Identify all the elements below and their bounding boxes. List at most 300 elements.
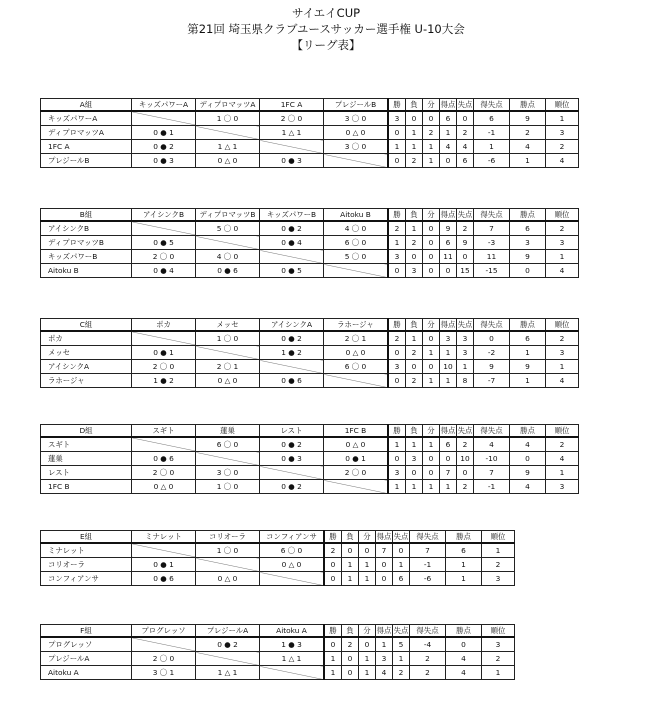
column-team-header: レスト bbox=[260, 425, 324, 438]
table-row bbox=[41, 666, 515, 680]
table-row bbox=[41, 250, 579, 264]
match-result: 2 〇 1 bbox=[196, 360, 260, 374]
stat-value: -15 bbox=[474, 264, 510, 278]
match-result: 5 〇 0 bbox=[324, 250, 389, 264]
row-team-name: 1FC A bbox=[41, 140, 132, 154]
stat-value: 2 bbox=[546, 140, 579, 154]
stat-value: 1 bbox=[510, 374, 546, 388]
stat-value: 0 bbox=[359, 543, 376, 558]
group-name: F組 bbox=[41, 625, 132, 638]
stat-value: 1 bbox=[482, 543, 515, 558]
stat-header: 得失点 bbox=[474, 99, 510, 112]
stat-value: 3 bbox=[440, 331, 457, 346]
match-result: 0 ● 3 bbox=[260, 452, 324, 466]
match-result: 1 ● 3 bbox=[260, 637, 325, 652]
stat-value: 1 bbox=[546, 466, 579, 480]
stat-value: 1 bbox=[546, 111, 579, 126]
match-result: 0 △ 0 bbox=[196, 374, 260, 388]
stat-value: 9 bbox=[510, 250, 546, 264]
column-team-header: キッズパワーA bbox=[132, 99, 196, 112]
stat-value: 1 bbox=[406, 331, 423, 346]
stat-header: 勝 bbox=[388, 209, 406, 222]
stat-header: 得失点 bbox=[474, 209, 510, 222]
stat-value: 3 bbox=[388, 111, 406, 126]
stat-header: 勝 bbox=[324, 625, 342, 638]
stat-value: 0 bbox=[423, 236, 440, 250]
stat-value: 1 bbox=[406, 480, 423, 494]
match-result: 0 ● 6 bbox=[132, 452, 196, 466]
table-row bbox=[41, 360, 579, 374]
match-result: 0 ● 1 bbox=[132, 346, 196, 360]
stat-value: 0 bbox=[406, 111, 423, 126]
stat-value: 1 bbox=[423, 480, 440, 494]
stat-value: 0 bbox=[423, 111, 440, 126]
match-result: 1 ● 2 bbox=[260, 346, 324, 360]
table-row bbox=[41, 637, 515, 652]
stat-value: 0 bbox=[474, 331, 510, 346]
self-match-cell bbox=[260, 250, 324, 264]
stat-value: 0 bbox=[423, 466, 440, 480]
stat-value: 0 bbox=[388, 154, 406, 168]
stat-value: 0 bbox=[388, 346, 406, 360]
match-result: 0 ● 4 bbox=[132, 264, 196, 278]
stat-value: 1 bbox=[446, 558, 482, 572]
match-result: 0 ● 1 bbox=[324, 452, 389, 466]
stat-value: 6 bbox=[457, 154, 474, 168]
league-table bbox=[40, 208, 579, 278]
table-header-row bbox=[41, 319, 579, 332]
stat-value: 4 bbox=[474, 437, 510, 452]
stat-value: 0 bbox=[423, 250, 440, 264]
stat-value: 1 bbox=[440, 126, 457, 140]
match-result: 0 ● 3 bbox=[132, 154, 196, 168]
stat-value: 0 bbox=[388, 374, 406, 388]
match-result: 2 〇 1 bbox=[324, 331, 389, 346]
match-result: 0 ● 2 bbox=[196, 637, 260, 652]
stat-value: 0 bbox=[388, 264, 406, 278]
stat-value: 0 bbox=[423, 221, 440, 236]
match-result: 1 △ 1 bbox=[196, 666, 260, 680]
stat-value: 7 bbox=[440, 466, 457, 480]
column-team-header: コリオーラ bbox=[196, 531, 260, 544]
stat-value: 3 bbox=[546, 346, 579, 360]
match-result: 0 ● 5 bbox=[260, 264, 324, 278]
match-result: 1 △ 1 bbox=[196, 140, 260, 154]
column-team-header: ミナレット bbox=[132, 531, 196, 544]
stat-value: 0 bbox=[359, 637, 376, 652]
column-team-header: 蓮巣 bbox=[196, 425, 260, 438]
stat-value: 2 bbox=[406, 374, 423, 388]
stat-value: 6 bbox=[510, 221, 546, 236]
stat-header: 得点 bbox=[440, 99, 457, 112]
match-result: 2 〇 0 bbox=[132, 466, 196, 480]
column-team-header: コンフィアンサ bbox=[260, 531, 325, 544]
table-header-row bbox=[41, 99, 579, 112]
match-result: 0 △ 0 bbox=[324, 126, 389, 140]
stat-header: 失点 bbox=[457, 209, 474, 222]
stat-value: 0 bbox=[440, 154, 457, 168]
row-team-name: ディプロマッツB bbox=[41, 236, 132, 250]
stat-value: 1 bbox=[457, 360, 474, 374]
stat-value: 0 bbox=[393, 543, 410, 558]
stat-value: 1 bbox=[359, 558, 376, 572]
stat-value: 6 bbox=[440, 437, 457, 452]
stat-value: 0 bbox=[342, 652, 359, 666]
stat-value: 9 bbox=[510, 111, 546, 126]
match-result: 3 〇 1 bbox=[132, 666, 196, 680]
stat-value: 1 bbox=[406, 437, 423, 452]
match-result: 1 〇 0 bbox=[196, 480, 260, 494]
stat-value: 3 bbox=[388, 250, 406, 264]
self-match-cell bbox=[132, 437, 196, 452]
stat-header: 勝 bbox=[388, 319, 406, 332]
self-match-cell bbox=[132, 111, 196, 126]
stat-value: 1 bbox=[406, 221, 423, 236]
stat-value: 1 bbox=[440, 480, 457, 494]
stat-header: 得点 bbox=[376, 531, 393, 544]
stat-value: 2 bbox=[457, 221, 474, 236]
stat-value: 2 bbox=[546, 331, 579, 346]
stat-value: 7 bbox=[410, 543, 446, 558]
stat-value: 6 bbox=[440, 236, 457, 250]
stat-value: 1 bbox=[510, 346, 546, 360]
stat-header: 得点 bbox=[440, 209, 457, 222]
stat-value: -3 bbox=[474, 236, 510, 250]
match-result: 0 ● 2 bbox=[260, 331, 324, 346]
stat-value: 0 bbox=[324, 572, 342, 586]
stat-value: 1 bbox=[440, 346, 457, 360]
row-team-name: コンフィアンサ bbox=[41, 572, 132, 586]
row-team-name: プログレッソ bbox=[41, 637, 132, 652]
stat-value: 9 bbox=[440, 221, 457, 236]
table-header-row bbox=[41, 625, 515, 638]
stat-value: 4 bbox=[510, 480, 546, 494]
stat-value: 1 bbox=[423, 154, 440, 168]
stat-header: 失点 bbox=[457, 99, 474, 112]
stat-header: 勝 bbox=[388, 425, 406, 438]
self-match-cell bbox=[260, 572, 325, 586]
match-result: 1 △ 1 bbox=[260, 652, 325, 666]
match-result: 4 〇 0 bbox=[324, 221, 389, 236]
stat-value: 3 bbox=[388, 360, 406, 374]
stat-value: 0 bbox=[406, 466, 423, 480]
stat-value: 2 bbox=[457, 437, 474, 452]
match-result: 0 △ 0 bbox=[132, 480, 196, 494]
stat-value: 1 bbox=[393, 652, 410, 666]
stat-value: 11 bbox=[440, 250, 457, 264]
stat-value: 0 bbox=[446, 637, 482, 652]
self-match-cell bbox=[324, 480, 389, 494]
table-row bbox=[41, 264, 579, 278]
column-team-header: ポカ bbox=[132, 319, 196, 332]
stat-value: 0 bbox=[376, 572, 393, 586]
stat-header: 得点 bbox=[440, 319, 457, 332]
row-team-name: メッセ bbox=[41, 346, 132, 360]
stat-value: 8 bbox=[457, 374, 474, 388]
stat-value: 4 bbox=[446, 666, 482, 680]
stat-value: 1 bbox=[359, 652, 376, 666]
stat-value: -1 bbox=[474, 480, 510, 494]
match-result: 6 〇 0 bbox=[324, 236, 389, 250]
stat-header: 得失点 bbox=[474, 425, 510, 438]
row-team-name: ディプロマッツA bbox=[41, 126, 132, 140]
match-result: 1 〇 0 bbox=[196, 111, 260, 126]
stat-header: 勝点 bbox=[446, 531, 482, 544]
self-match-cell bbox=[324, 154, 389, 168]
match-result: 6 〇 0 bbox=[324, 360, 389, 374]
table-row bbox=[41, 572, 515, 586]
stat-value: 0 bbox=[406, 250, 423, 264]
stat-value: 3 bbox=[457, 346, 474, 360]
stat-value: 7 bbox=[376, 543, 393, 558]
table-row bbox=[41, 236, 579, 250]
stat-header: 勝点 bbox=[510, 209, 546, 222]
row-team-name: レスト bbox=[41, 466, 132, 480]
stat-value: 4 bbox=[440, 140, 457, 154]
match-result: 6 〇 0 bbox=[196, 437, 260, 452]
row-team-name: キッズパワーB bbox=[41, 250, 132, 264]
row-team-name: スギト bbox=[41, 437, 132, 452]
group-name: B組 bbox=[41, 209, 132, 222]
match-result: 6 〇 0 bbox=[260, 543, 325, 558]
stat-value: 1 bbox=[446, 572, 482, 586]
stat-value: 2 bbox=[406, 236, 423, 250]
stat-value: 1 bbox=[546, 250, 579, 264]
stat-header: 勝点 bbox=[510, 319, 546, 332]
column-team-header: アイシンクB bbox=[132, 209, 196, 222]
column-team-header: Aitoku A bbox=[260, 625, 325, 638]
match-result: 0 △ 0 bbox=[324, 437, 389, 452]
stat-value: 2 bbox=[393, 666, 410, 680]
stat-value: 0 bbox=[342, 543, 359, 558]
row-team-name: アイシンクA bbox=[41, 360, 132, 374]
table-row bbox=[41, 437, 579, 452]
stat-value: 9 bbox=[510, 466, 546, 480]
stat-value: 11 bbox=[474, 250, 510, 264]
self-match-cell bbox=[196, 652, 260, 666]
stat-value: 2 bbox=[406, 346, 423, 360]
stat-value: -1 bbox=[474, 126, 510, 140]
column-team-header: スギト bbox=[132, 425, 196, 438]
stat-header: 勝 bbox=[324, 531, 342, 544]
column-team-header: キッズパワーB bbox=[260, 209, 324, 222]
stat-value: 2 bbox=[324, 543, 342, 558]
match-result: 1 〇 0 bbox=[196, 331, 260, 346]
table-row bbox=[41, 480, 579, 494]
match-result: 1 △ 1 bbox=[260, 126, 324, 140]
stat-value: 2 bbox=[546, 437, 579, 452]
stat-value: 0 bbox=[510, 264, 546, 278]
stat-value: 1 bbox=[474, 140, 510, 154]
stat-value: 0 bbox=[388, 452, 406, 466]
table-row bbox=[41, 652, 515, 666]
group-name: A組 bbox=[41, 99, 132, 112]
match-result: 3 〇 0 bbox=[324, 140, 389, 154]
group-name: E組 bbox=[41, 531, 132, 544]
stat-value: 4 bbox=[546, 264, 579, 278]
stat-value: 0 bbox=[457, 111, 474, 126]
stat-header: 分 bbox=[359, 625, 376, 638]
row-team-name: Aitoku B bbox=[41, 264, 132, 278]
stat-header: 負 bbox=[406, 209, 423, 222]
stat-value: -4 bbox=[410, 637, 446, 652]
stat-value: 1 bbox=[324, 652, 342, 666]
league-table bbox=[40, 424, 579, 494]
stat-value: 2 bbox=[406, 154, 423, 168]
match-result: 0 ● 2 bbox=[260, 437, 324, 452]
stat-value: 6 bbox=[393, 572, 410, 586]
stat-header: 得失点 bbox=[410, 625, 446, 638]
group-name: C組 bbox=[41, 319, 132, 332]
stat-header: 順位 bbox=[546, 209, 579, 222]
table-row bbox=[41, 452, 579, 466]
stat-value: 2 bbox=[457, 480, 474, 494]
stat-value: 2 bbox=[510, 126, 546, 140]
match-result: 0 ● 6 bbox=[132, 572, 196, 586]
stat-value: 6 bbox=[510, 331, 546, 346]
self-match-cell bbox=[324, 374, 389, 388]
stat-value: 3 bbox=[482, 637, 515, 652]
stat-header: 勝 bbox=[388, 99, 406, 112]
stat-value: -6 bbox=[474, 154, 510, 168]
stat-header: 分 bbox=[423, 209, 440, 222]
match-result: 0 △ 0 bbox=[324, 346, 389, 360]
row-team-name: ミナレット bbox=[41, 543, 132, 558]
match-result: 0 ● 5 bbox=[132, 236, 196, 250]
stat-value: 1 bbox=[359, 666, 376, 680]
stat-value: 6 bbox=[440, 111, 457, 126]
tournament-title: サイエイCUP bbox=[291, 6, 361, 20]
column-team-header: アイシンクA bbox=[260, 319, 324, 332]
self-match-cell bbox=[196, 452, 260, 466]
stat-header: 分 bbox=[423, 99, 440, 112]
match-result: 0 ● 1 bbox=[132, 558, 196, 572]
row-team-name: アイシンクB bbox=[41, 221, 132, 236]
stat-value: 1 bbox=[510, 154, 546, 168]
row-team-name: プレジールB bbox=[41, 154, 132, 168]
league-table bbox=[40, 530, 515, 586]
match-result: 2 〇 0 bbox=[324, 466, 389, 480]
table-row bbox=[41, 140, 579, 154]
stat-header: 失点 bbox=[393, 625, 410, 638]
column-team-header: ディプロマッツB bbox=[196, 209, 260, 222]
stat-header: 負 bbox=[406, 99, 423, 112]
row-team-name: ラホージャ bbox=[41, 374, 132, 388]
table-row bbox=[41, 543, 515, 558]
stat-value: 3 bbox=[388, 466, 406, 480]
stat-value: 2 bbox=[482, 558, 515, 572]
column-team-header: プレジールB bbox=[324, 99, 389, 112]
stat-header: 負 bbox=[342, 625, 359, 638]
stat-value: 7 bbox=[474, 221, 510, 236]
stat-value: 1 bbox=[423, 140, 440, 154]
self-match-cell bbox=[132, 331, 196, 346]
stat-value: -1 bbox=[410, 558, 446, 572]
stat-value: 4 bbox=[457, 140, 474, 154]
stat-header: 順位 bbox=[546, 319, 579, 332]
stat-value: 1 bbox=[406, 126, 423, 140]
stat-header: 得点 bbox=[376, 625, 393, 638]
table-row bbox=[41, 466, 579, 480]
stat-header: 分 bbox=[423, 319, 440, 332]
stat-value: 1 bbox=[440, 374, 457, 388]
stat-header: 失点 bbox=[457, 319, 474, 332]
group-name: D組 bbox=[41, 425, 132, 438]
stat-value: 5 bbox=[393, 637, 410, 652]
row-team-name: 1FC B bbox=[41, 480, 132, 494]
column-team-header: プレジールA bbox=[196, 625, 260, 638]
stat-value: 0 bbox=[440, 452, 457, 466]
self-match-cell bbox=[196, 126, 260, 140]
match-result: 2 〇 0 bbox=[132, 360, 196, 374]
stat-value: 4 bbox=[546, 154, 579, 168]
stat-value: 4 bbox=[510, 140, 546, 154]
league-table bbox=[40, 624, 515, 680]
stat-header: 負 bbox=[406, 319, 423, 332]
stat-value: 0 bbox=[510, 452, 546, 466]
stat-header: 得失点 bbox=[410, 531, 446, 544]
row-team-name: キッズパワーA bbox=[41, 111, 132, 126]
stat-value: 0 bbox=[324, 637, 342, 652]
self-match-cell bbox=[132, 221, 196, 236]
match-result: 0 △ 0 bbox=[196, 572, 260, 586]
stat-value: 9 bbox=[510, 360, 546, 374]
match-result: 0 ● 3 bbox=[260, 154, 324, 168]
match-result: 3 〇 0 bbox=[196, 466, 260, 480]
stat-value: 0 bbox=[388, 126, 406, 140]
column-team-header: 1FC B bbox=[324, 425, 389, 438]
match-result: 0 ● 2 bbox=[132, 140, 196, 154]
stat-header: 順位 bbox=[546, 99, 579, 112]
stat-value: 4 bbox=[510, 437, 546, 452]
stat-value: 1 bbox=[546, 360, 579, 374]
stat-value: 3 bbox=[546, 126, 579, 140]
stat-value: 2 bbox=[482, 652, 515, 666]
row-team-name: 蓮巣 bbox=[41, 452, 132, 466]
self-match-cell bbox=[260, 140, 324, 154]
match-result: 0 ● 2 bbox=[260, 221, 324, 236]
stat-value: 0 bbox=[457, 250, 474, 264]
stat-header: 順位 bbox=[482, 531, 515, 544]
stat-value: 1 bbox=[359, 572, 376, 586]
stat-value: 1 bbox=[342, 558, 359, 572]
stat-value: 3 bbox=[406, 264, 423, 278]
match-result: 0 △ 0 bbox=[196, 154, 260, 168]
match-result: 4 〇 0 bbox=[196, 250, 260, 264]
stat-value: 2 bbox=[457, 126, 474, 140]
table-header-row bbox=[41, 425, 579, 438]
stat-value: 1 bbox=[423, 437, 440, 452]
stat-value: 0 bbox=[440, 264, 457, 278]
stat-value: 9 bbox=[457, 236, 474, 250]
stat-value: 4 bbox=[376, 666, 393, 680]
match-result: 0 △ 0 bbox=[260, 558, 325, 572]
stat-value: -10 bbox=[474, 452, 510, 466]
stat-value: 1 bbox=[406, 140, 423, 154]
match-result: 0 ● 1 bbox=[132, 126, 196, 140]
stat-header: 分 bbox=[423, 425, 440, 438]
self-match-cell bbox=[260, 666, 325, 680]
stat-header: 分 bbox=[359, 531, 376, 544]
table-row bbox=[41, 331, 579, 346]
match-result: 0 ● 4 bbox=[260, 236, 324, 250]
stat-value: 1 bbox=[388, 140, 406, 154]
match-result: 2 〇 0 bbox=[132, 652, 196, 666]
stat-value: -6 bbox=[410, 572, 446, 586]
stat-value: 1 bbox=[388, 480, 406, 494]
stat-header: 負 bbox=[342, 531, 359, 544]
stat-value: 1 bbox=[393, 558, 410, 572]
